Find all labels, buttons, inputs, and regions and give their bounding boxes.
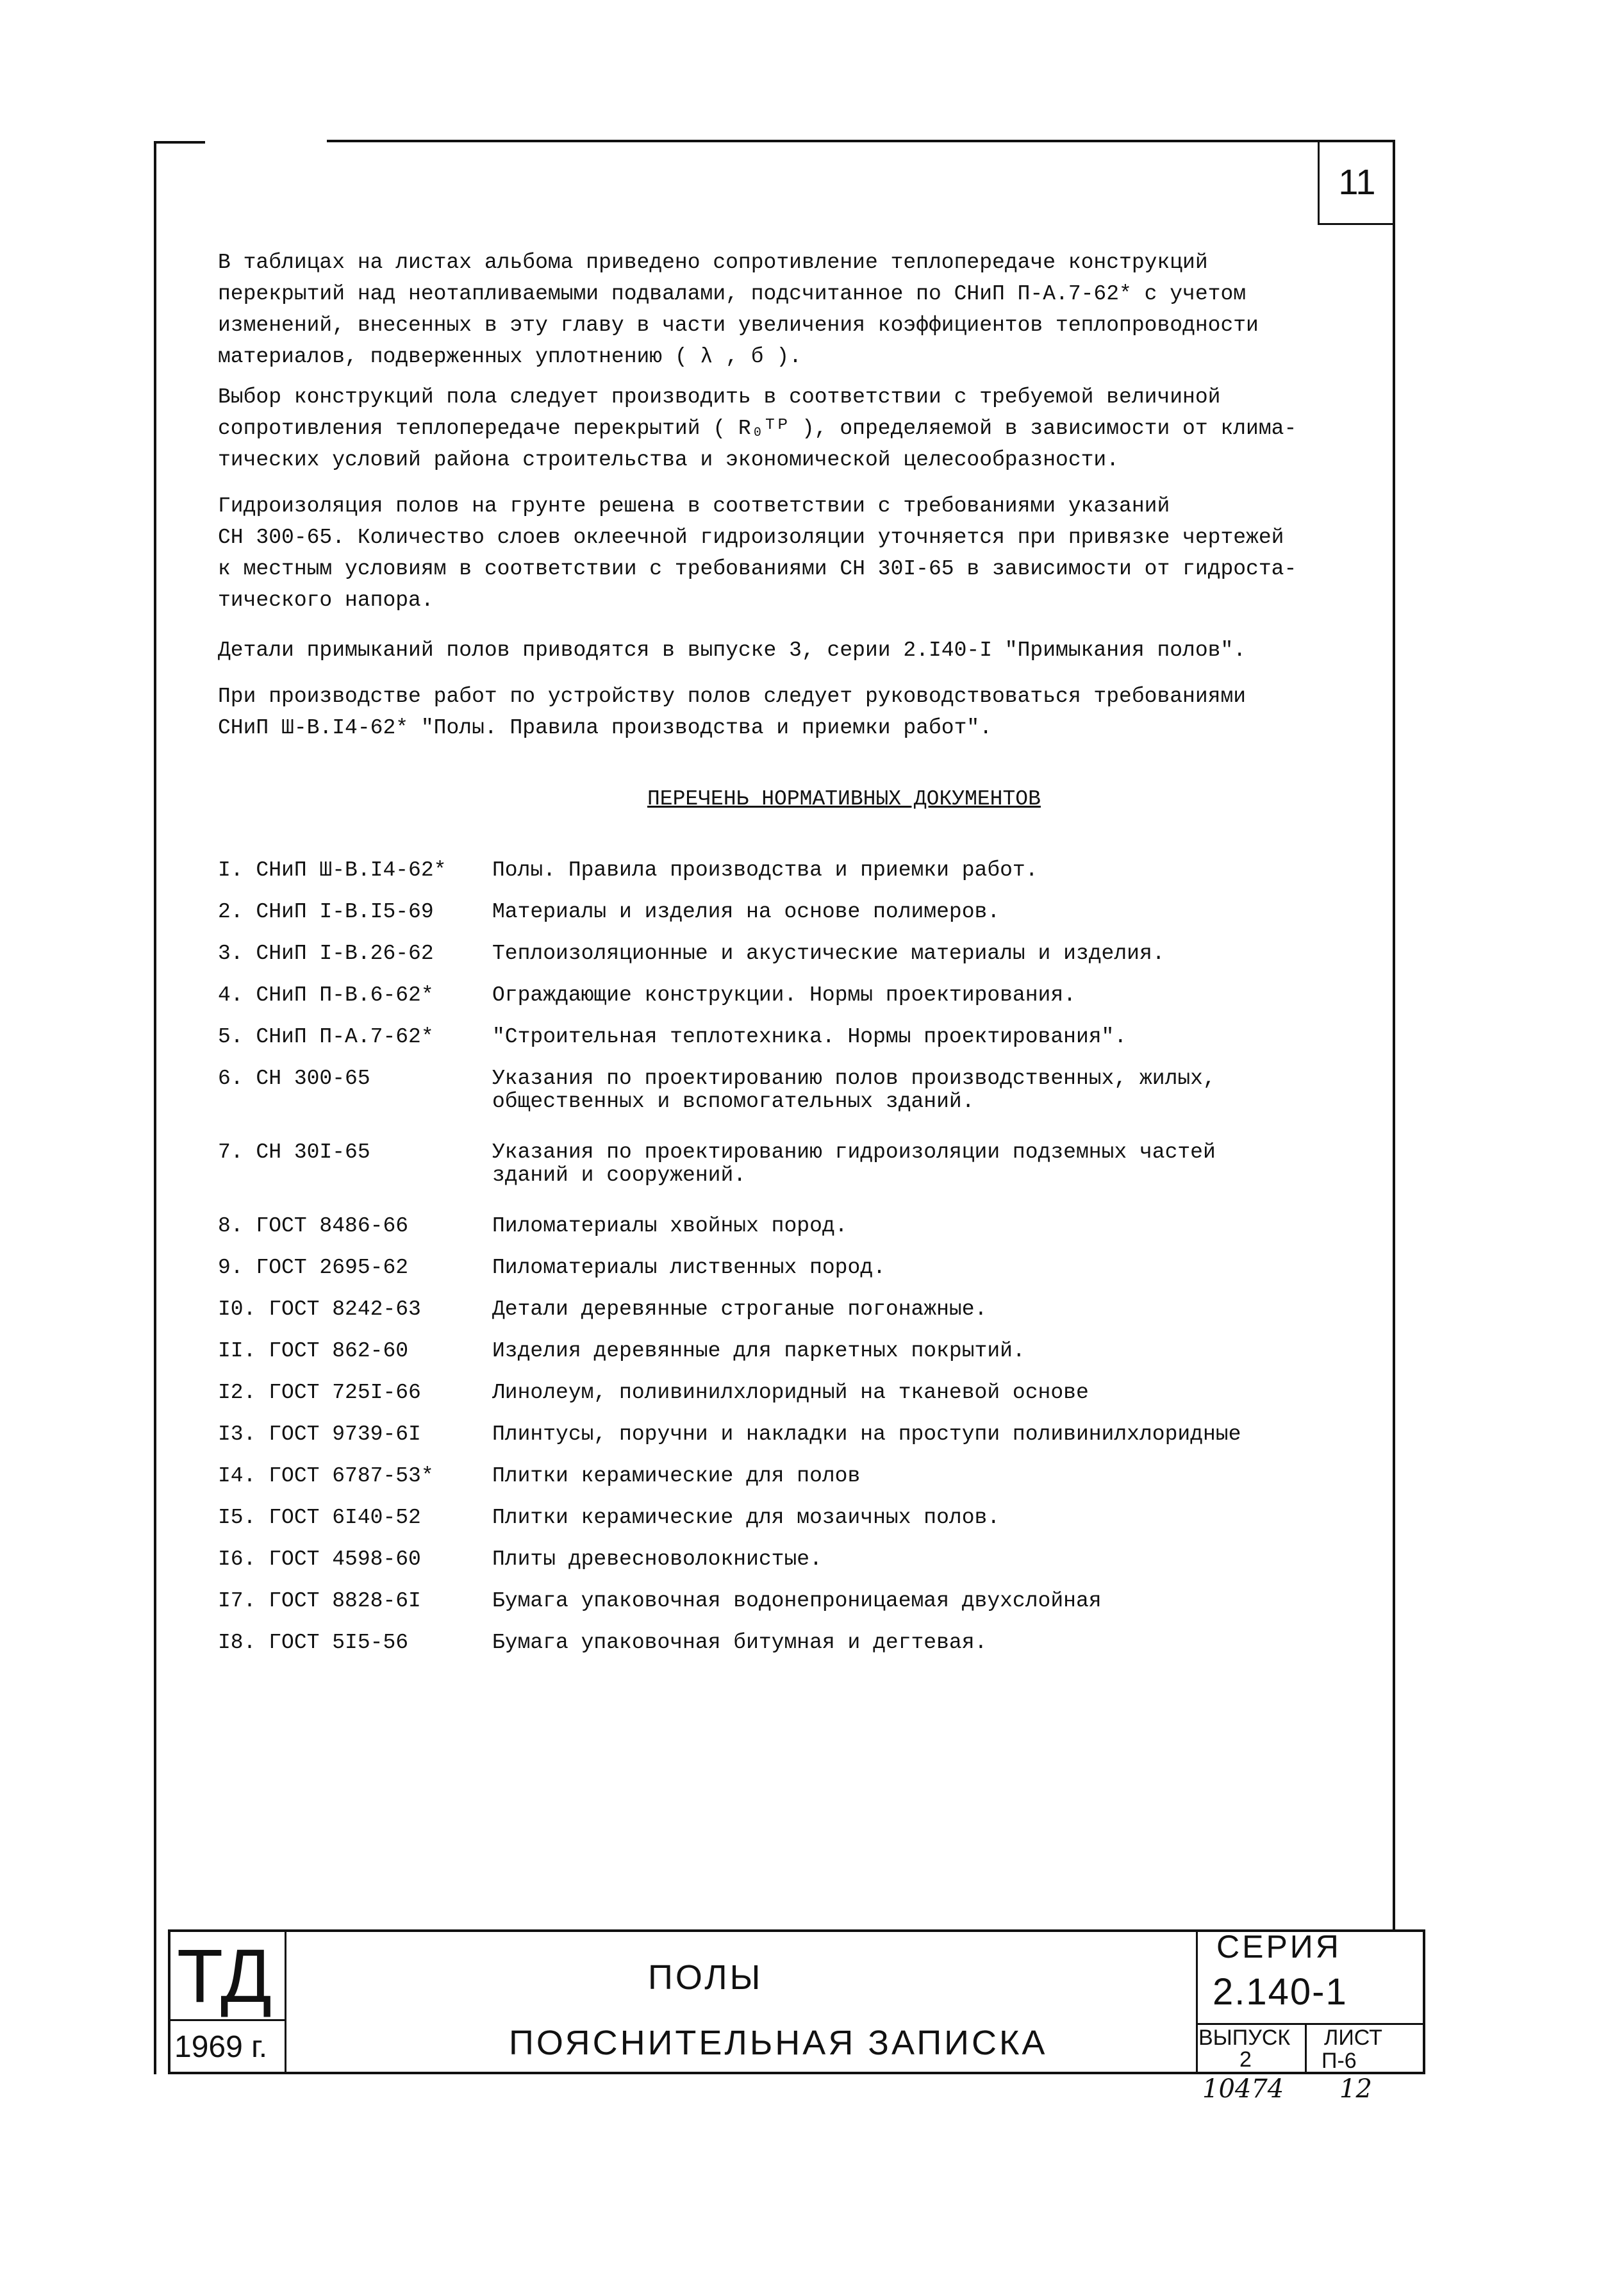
frame-border-top-left <box>154 141 205 144</box>
doc-number: 5. СНиП П-А.7-62* <box>218 1025 434 1049</box>
doc-title: "Строительная теплотехника. Нормы проектирования". <box>492 1025 1127 1049</box>
doc-title: Линолеум, поливинилхлоридный на тканевой основе <box>492 1381 1089 1404</box>
doc-number: 2. СНиП I-В.I5-69 <box>218 900 434 924</box>
doc-number: 7. СН 30I-65 <box>218 1140 370 1164</box>
doc-title: Ограждающие конструкции. Нормы проектирования. <box>492 983 1076 1007</box>
title-block-divider <box>1196 1932 1198 2072</box>
doc-title: Полы. Правила производства и приемки работ. <box>492 858 1038 882</box>
doc-title: Плинтусы, поручни и накладки на проступи поливинилхлоридные <box>492 1422 1241 1446</box>
frame-border-right <box>1393 140 1395 1929</box>
doc-number: II. ГОСТ 862-60 <box>218 1339 409 1363</box>
document-title: ПОЛЫ <box>648 1958 763 1997</box>
frame-border-left <box>154 141 156 2074</box>
doc-title: Указания по проектированию гидроизоляции подземных частей зданий и сооружений. <box>492 1140 1216 1187</box>
sheet-count: 12 <box>1339 2074 1372 2104</box>
title-block <box>168 1929 1425 2074</box>
doc-title: Указания по проектированию полов производственных, жилых, общественных и вспомогательных зданий. <box>492 1067 1216 1113</box>
page-number: 11 <box>1318 140 1395 225</box>
doc-number: I8. ГОСТ 5I5-56 <box>218 1631 409 1654</box>
doc-title: Плиты древесноволокнистые. <box>492 1547 822 1571</box>
doc-title: Материалы и изделия на основе полимеров. <box>492 900 1000 924</box>
title-block-divider <box>1305 2023 1307 2072</box>
title-block-divider <box>170 2019 285 2021</box>
org-code: ТД <box>177 1934 272 2019</box>
doc-title: Теплоизоляционные и акустические материалы и изделия. <box>492 942 1165 965</box>
doc-title: Изделия деревянные для паркетных покрытий. <box>492 1339 1025 1363</box>
doc-number: 6. СН 300-65 <box>218 1067 370 1090</box>
issue-label: ВЫПУСК <box>1198 2026 1291 2050</box>
doc-number: I4. ГОСТ 6787-53* <box>218 1464 434 1488</box>
doc-number: I3. ГОСТ 9739-6I <box>218 1422 421 1446</box>
paragraph-heat-resistance: В таблицах на листах альбома приведено сопротивление теплопередаче конструкций перекрытий над неотапливаемыми подвалами, подсчитанное по СНиП П-А.7-62* с учетом изменений, внесенных в эту главу в части увеличения коэффициентов теплопроводности материалов, подверженных уплотнению ( λ , б ). <box>218 251 1259 369</box>
doc-number: 8. ГОСТ 8486-66 <box>218 1214 409 1238</box>
series-label: СЕРИЯ <box>1216 1929 1341 1965</box>
sheet-value: П-6 <box>1322 2049 1357 2073</box>
doc-title: Детали деревянные строганые погонажные. <box>492 1297 988 1321</box>
doc-number: 3. СНиП I-В.26-62 <box>218 942 434 965</box>
title-block-divider <box>1196 2023 1424 2025</box>
doc-number: 9. ГОСТ 2695-62 <box>218 1256 409 1279</box>
doc-title: Пиломатериалы лиственных пород. <box>492 1256 886 1279</box>
paragraph-waterproofing: Гидроизоляция полов на грунте решена в соответствии с требованиями указаний СН 300-65. Количество слоев оклеечной гидроизоляции уточняется при привязке чертежей к местным условиям в соответствии с требованиями СН 30I-65 в зависимости от гидроста- тического напора. <box>218 494 1297 612</box>
issue-value: 2 <box>1239 2047 1252 2072</box>
doc-title: Бумага упаковочная битумная и дегтевая. <box>492 1631 988 1654</box>
paragraph-junction-details: Детали примыканий полов приводятся в выпуске 3, серии 2.I40-I "Примыкания полов". <box>218 638 1247 662</box>
list-title: ПЕРЕЧЕНЬ НОРМАТИВНЫХ ДОКУМЕНТОВ <box>647 787 1041 811</box>
doc-number: I. СНиП Ш-В.I4-62* <box>218 858 447 882</box>
series-value: 2.140-1 <box>1213 1971 1348 2013</box>
doc-number: I7. ГОСТ 8828-6I <box>218 1589 421 1613</box>
title-block-divider <box>285 1932 286 2072</box>
frame-border-top <box>327 140 1395 142</box>
paragraph-construction-rules: При производстве работ по устройству полов следует руководствоваться требованиями СНиП Ш-В.I4-62* "Полы. Правила производства и приемки работ". <box>218 685 1247 740</box>
doc-title: Плитки керамические для полов <box>492 1464 861 1488</box>
doc-number: I6. ГОСТ 4598-60 <box>218 1547 421 1571</box>
doc-number: I5. ГОСТ 6I40-52 <box>218 1506 421 1529</box>
doc-number: I0. ГОСТ 8242-63 <box>218 1297 421 1321</box>
inventory-number: 10474 <box>1202 2074 1284 2104</box>
sheet-label: ЛИСТ <box>1324 2026 1382 2050</box>
paragraph-floor-selection: Выбор конструкций пола следует производить в соответствии с требуемой величиной сопротивления теплопередаче перекрытий ( R₀ᵀᴾ ), определяемой в зависимости от клима- тических условий района строительства и экономической целесообразности. <box>218 385 1297 472</box>
document-subtitle: ПОЯСНИТЕЛЬНАЯ ЗАПИСКА <box>509 2024 1048 2062</box>
doc-number: 4. СНиП П-В.6-62* <box>218 983 434 1007</box>
doc-title: Бумага упаковочная водонепроницаемая двухслойная <box>492 1589 1102 1613</box>
doc-number: I2. ГОСТ 725I-66 <box>218 1381 421 1404</box>
doc-title: Пиломатериалы хвойных пород. <box>492 1214 848 1238</box>
doc-title: Плитки керамические для мозаичных полов. <box>492 1506 1000 1529</box>
year: 1969 г. <box>174 2030 268 2064</box>
